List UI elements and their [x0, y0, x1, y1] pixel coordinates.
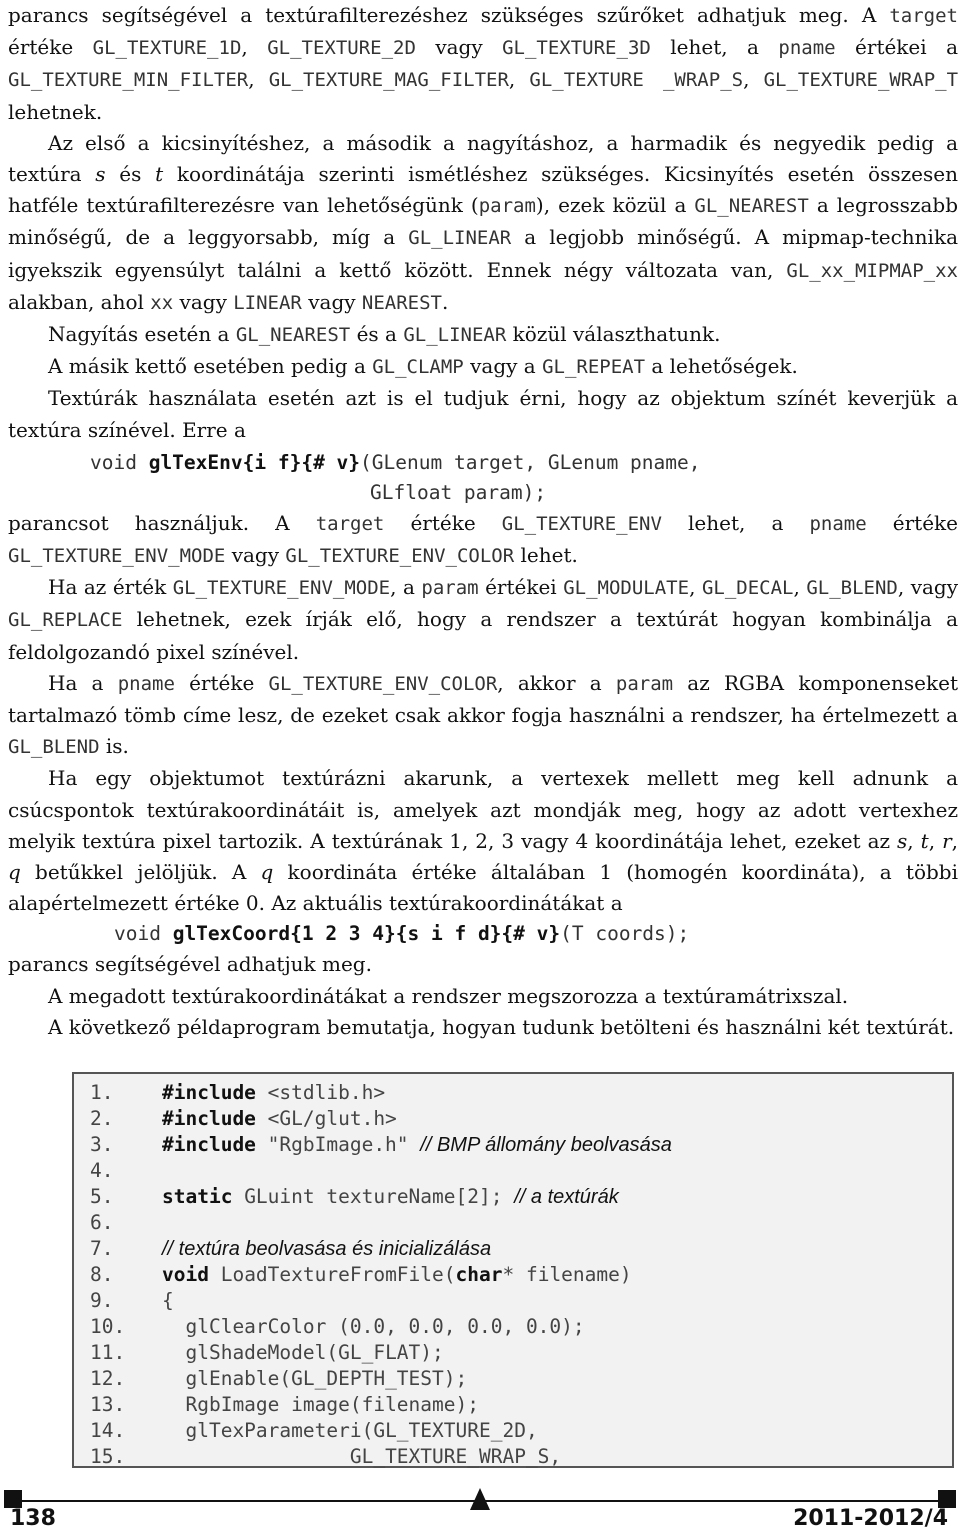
code-text: glClearColor (0.0, 0.0, 0.0, 0.0);: [185, 1315, 585, 1338]
paragraph-5: Textúrák használata esetén azt is el tudjuk érni, hogy az objektum színét keverjük a textúra színével. Erre a: [8, 386, 958, 442]
code-line: [90, 1132, 950, 1158]
line-number: 8.: [90, 1263, 114, 1286]
line-number: 10.: [90, 1315, 126, 1338]
code-line: [90, 1236, 950, 1262]
code-line: [90, 1392, 950, 1418]
code-line: [90, 1262, 950, 1288]
code-indent: [162, 1315, 185, 1338]
code-text: RgbImage image(filename);: [185, 1393, 479, 1416]
code-indent: [162, 1341, 185, 1364]
line-number: 3.: [90, 1133, 114, 1156]
code-text: glShadeModel(GL_FLAT);: [185, 1341, 444, 1364]
code-text: <GL/glut.h>: [255, 1107, 397, 1130]
line-number: 11.: [90, 1341, 126, 1364]
line-number: 4.: [90, 1159, 114, 1182]
code-keyword: void: [162, 1263, 209, 1286]
code-keyword: #include: [162, 1081, 256, 1104]
paragraph-2: Az első a kicsinyítéshez, a második a nagyításhoz, a harmadik és negyedik pedig a textúra s és t koordinátája szerinti ismétléshez szükséges. Kicsinyítés esetén összesen hatféle textúrafilterezésre van lehetőségünk (param), ezek közül a GL_NEAREST a legrosszabb minőségű, de a leggyorsabb, míg a GL_LINEAR a legjobb minőségű. A mipmap-technika igyekszik egyensúlyt találni a kettő között. Ennek négy változata van, GL_xx_MIPMAP_xx alakban, ahol xx vagy LINEAR vagy NEAREST.: [8, 130, 958, 314]
line-number: 7.: [90, 1237, 114, 1260]
paragraph-11: A megadott textúrakoordinátákat a rendszer megszorozza a textúramátrixszal.: [48, 983, 849, 1008]
code-text: "RgbImage.h": [255, 1133, 421, 1156]
line-number: 5.: [90, 1185, 114, 1208]
code-text: GL_TEXTURE_WRAP_S,: [349, 1445, 562, 1468]
line-number: 14.: [90, 1419, 126, 1442]
paragraph-10: parancs segítségével adhatjuk meg.: [8, 952, 372, 977]
article-text: [8, 0, 958, 1043]
paragraph-8: Ha a pname értéke GL_TEXTURE_ENV_COLOR, akkor a param az RGBA komponenseket tartalmazó tömb címe lesz, de ezeket csak akkor fogja használni a rendszer, ha értelmezett a GL_BLEND is.: [8, 670, 958, 759]
code-line: [90, 1106, 950, 1132]
paragraph-4: A másik kettő esetében pedig a GL_CLAMP vagy a GL_REPEAT a lehetőségek.: [48, 354, 798, 379]
code-line: [90, 1444, 950, 1470]
code-keyword: #include: [162, 1107, 256, 1130]
paragraph-9: Ha egy objektumot textúrázni akarunk, a vertexek mellett meg kell adnunk a csúcspontok textúrakoordinátáit is, amelyek azt mondják meg, hogy az adott vertexhez melyik textúra pixel tartozik. A textúrának 1, 2, 3 vagy 4 koordinátája lehet, ezeket az s, t, r, q betűkkel jelöljük. A q koordináta értéke általában 1 (homogén koordináta), a többi alapértelmezett értéke 0. Az aktuális textúrakoordinátákat a: [8, 766, 958, 916]
code-indent: [162, 1393, 185, 1416]
code-comment: // textúra beolvasása és inicializálása: [162, 1238, 492, 1260]
paragraph-3: Nagyítás esetén a GL_NEAREST és a GL_LINEAR közül választhatunk.: [48, 322, 721, 347]
code-line: [90, 1418, 950, 1444]
code-keyword: #include: [162, 1133, 256, 1156]
line-number: 6.: [90, 1211, 114, 1234]
code-indent: [162, 1419, 185, 1442]
code-keyword: char: [455, 1263, 503, 1286]
code-indent: [162, 1367, 185, 1390]
code-line: [90, 1366, 950, 1392]
code-keyword: static: [162, 1185, 233, 1208]
prototype-gltexcoord: void glTexCoord{1 2 3 4}{s i f d}{# v}(T coords);: [114, 922, 690, 946]
code-text: GLuint textureName[2];: [232, 1185, 515, 1208]
code-comment: // a textúrák: [514, 1186, 619, 1208]
code-indent: [162, 1445, 350, 1468]
code-text: <stdlib.h>: [255, 1081, 386, 1104]
code-listing: [72, 1072, 954, 1468]
prototype-gltexenv: void glTexEnv{i f}{# v}(GLenum target, GLenum pname, GLfloat param);: [90, 450, 701, 504]
code-line: [90, 1158, 950, 1184]
code-text: glTexParameteri(GL_TEXTURE_2D,: [185, 1419, 538, 1442]
issue-number: 2011-2012/4: [793, 1506, 948, 1531]
code-line: [90, 1288, 950, 1314]
paragraph-6: parancsot használjuk. A target értéke GL_TEXTURE_ENV lehet, a pname értéke GL_TEXTURE_ENV_MODE vagy GL_TEXTURE_ENV_COLOR lehet.: [8, 510, 958, 568]
code-text: LoadTextureFromFile(: [208, 1263, 456, 1286]
code-line: [90, 1080, 950, 1106]
code-text: glEnable(GL_DEPTH_TEST);: [185, 1367, 468, 1390]
line-number: 9.: [90, 1289, 114, 1312]
code-line: [90, 1314, 950, 1340]
line-number: 2.: [90, 1107, 114, 1130]
page-footer: [0, 1488, 960, 1534]
line-number: 1.: [90, 1081, 114, 1104]
paragraph-12: A következő példaprogram bemutatja, hogyan tudunk betölteni és használni két textúrát.: [48, 1014, 955, 1039]
line-number: 15.: [90, 1445, 126, 1468]
triangle-marker: [470, 1488, 490, 1510]
code-line: [90, 1184, 950, 1210]
code-line: [90, 1210, 950, 1236]
code-text: {: [162, 1289, 174, 1312]
paragraph-7: Ha az érték GL_TEXTURE_ENV_MODE, a param értékei GL_MODULATE, GL_DECAL, GL_BLEND, vagy GL_REPLACE lehetnek, ezek írják elő, hogy a rendszer a textúrát hogyan kombinálja a feldolgozandó pixel színével.: [8, 575, 959, 664]
code-line: [90, 1340, 950, 1366]
line-number: 12.: [90, 1367, 126, 1390]
code-comment: // BMP állomány beolvasása: [420, 1134, 672, 1156]
paragraph-1: parancs segítségével a textúrafilterezéshez szükséges szűrőket adhatjuk meg. A target értéke GL_TEXTURE_1D, GL_TEXTURE_2D vagy GL_TEXTURE_3D lehet, a pname értékei a GL_TEXTURE_MIN_FILTER, GL_TEXTURE_MAG_FILTER, GL_TEXTURE _WRAP_S, GL_TEXTURE_WRAP_T lehetnek.: [8, 3, 959, 124]
code-text: * filename): [502, 1263, 632, 1286]
page-number: 138: [10, 1506, 56, 1531]
line-number: 13.: [90, 1393, 126, 1416]
